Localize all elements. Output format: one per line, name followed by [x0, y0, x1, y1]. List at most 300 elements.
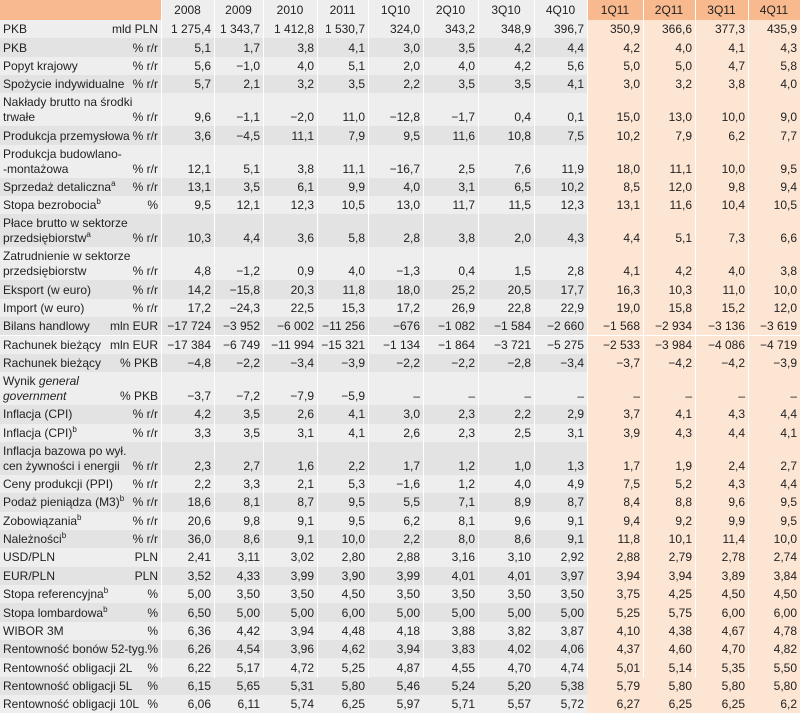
table-cell: 3,10 [507, 550, 531, 565]
table-cell: 12,0 [773, 300, 797, 315]
table-cell: 4,82 [773, 642, 797, 657]
table-cell: 9,6 [728, 495, 745, 510]
table-cell: 3,50 [236, 587, 260, 602]
table-cell: 5,00 [451, 605, 475, 620]
table-cell: 4,0 [403, 179, 420, 194]
row-label: Sprzedaż detaliczna$^a$ [3, 178, 116, 194]
table-cell: 4,4 [780, 407, 797, 422]
table-cell: 4,60 [668, 642, 692, 657]
table-cell: 3,87 [560, 623, 584, 638]
table-cell: 5,38 [560, 678, 584, 693]
row-label: Stopa lombardowa$^b$ [3, 604, 108, 620]
row-unit: % r/r [132, 77, 158, 92]
table-cell: −2,2 [451, 356, 475, 371]
table-cell: 4,3 [728, 477, 745, 492]
table-cell: 2,41 [187, 550, 211, 565]
table-cell: 9,6 [194, 110, 211, 125]
table-cell: 3,1 [458, 179, 475, 194]
table-cell: 7,6 [514, 161, 531, 176]
table-cell: 9,1 [567, 513, 584, 528]
table-cell: 1,7 [623, 458, 640, 473]
table-cell: 16,3 [616, 282, 640, 297]
table-cell: 9,4 [780, 179, 797, 194]
table-cell: −1,3 [396, 264, 420, 279]
table-cell: 11,1 [291, 128, 314, 143]
table-cell: 3,6 [297, 231, 314, 246]
table-cell: 8,6 [514, 532, 531, 547]
table-cell: −3 619 [759, 319, 797, 334]
row-label: Rentowność bonów 52-tyg. [3, 642, 148, 657]
row-label-line2: przedsiębiorstw$^a$ [3, 230, 91, 246]
table-cell: 3,8 [780, 264, 797, 279]
table-cell: 22,5 [290, 300, 314, 315]
table-cell: 0,1 [567, 110, 584, 125]
table-cell: 4,1 [675, 407, 692, 422]
table-cell: −1 134 [382, 337, 420, 352]
table-cell: 4,0 [297, 58, 314, 73]
row-unit: mln EUR [109, 319, 158, 334]
table-cell: 6,00 [773, 605, 797, 620]
table-cell: −3,7 [187, 389, 211, 404]
table-cell: 18,0 [396, 282, 420, 297]
table-cell: 11,4 [722, 532, 745, 547]
table-cell: 0,4 [514, 110, 531, 125]
table-cell: 3,6 [194, 128, 211, 143]
table-cell: 8,0 [458, 532, 475, 547]
table-cell: 4,2 [514, 40, 531, 55]
table-cell: 0,4 [458, 264, 475, 279]
table-cell: 2,6 [297, 407, 314, 422]
row-unit: mld PLN [111, 22, 158, 37]
column-header: 1Q11 [587, 0, 643, 20]
table-cell: 6,2 [780, 697, 797, 712]
table-cell: 4,7 [728, 58, 745, 73]
table-cell: −17 724 [167, 319, 211, 334]
table-cell: 2,2 [348, 458, 365, 473]
column-divider [317, 0, 318, 678]
table-cell: 6,6 [780, 231, 797, 246]
table-cell: 3,52 [187, 568, 211, 583]
table-cell: 5,80 [721, 678, 745, 693]
row-unit: % [147, 587, 158, 602]
table-cell: 12,3 [560, 198, 584, 213]
table-cell: – [738, 389, 745, 404]
table-cell: – [577, 389, 584, 404]
table-cell: 3,0 [403, 40, 420, 55]
row-unit: % r/r [132, 128, 158, 143]
row-unit: % [147, 678, 158, 693]
table-cell: 4,25 [668, 587, 692, 602]
table-cell: 3,94 [396, 642, 420, 657]
table-cell: 5,35 [721, 660, 745, 675]
table-cell: 3,50 [451, 587, 475, 602]
row-label: Zatrudnienie w sektorze [3, 249, 131, 264]
table-cell: −3 721 [493, 337, 531, 352]
table-cell: – [413, 389, 420, 404]
table-cell: 3,97 [560, 568, 584, 583]
table-cell: 3,02 [290, 550, 314, 565]
table-cell: 3,5 [348, 77, 365, 92]
table-cell: 3,8 [458, 231, 475, 246]
table-cell: 9,5 [403, 128, 420, 143]
table-cell: 350,9 [609, 22, 640, 37]
table-cell: −1,1 [236, 110, 260, 125]
table-cell: 3,82 [507, 623, 531, 638]
row-label: Należności$^b$ [3, 531, 67, 547]
table-cell: 10,3 [187, 231, 211, 246]
table-cell: 6,11 [237, 697, 260, 712]
table-cell: 9,9 [728, 513, 745, 528]
table-cell: −17 384 [167, 337, 211, 352]
table-cell: 4,78 [773, 623, 797, 638]
table-cell: −5,9 [341, 389, 365, 404]
table-cell: 5,80 [773, 678, 797, 693]
column-header: 2009 [214, 0, 263, 20]
table-cell: 10,8 [507, 128, 531, 143]
column-header: 4Q10 [534, 0, 587, 20]
row-label: Rachunek bieżący [3, 337, 102, 352]
table-cell: – [524, 389, 531, 404]
table-cell: −12,8 [389, 110, 420, 125]
table-cell: 4,18 [396, 623, 420, 638]
table-cell: 3,16 [451, 550, 475, 565]
table-cell: 3,84 [773, 568, 797, 583]
table-cell: 3,5 [458, 40, 475, 55]
row-unit: % [147, 605, 158, 620]
table-cell: 9,0 [780, 110, 797, 125]
table-cell: 4,0 [675, 40, 692, 55]
table-cell: 36,0 [187, 532, 211, 547]
table-cell: 6,50 [187, 605, 211, 620]
table-cell: – [633, 389, 640, 404]
table-cell: 11,1 [669, 161, 692, 176]
table-cell: 0,9 [297, 264, 314, 279]
table-cell: −1 568 [602, 319, 640, 334]
table-cell: −7,2 [236, 389, 260, 404]
table-cell: 4,67 [721, 623, 745, 638]
table-cell: 11,6 [669, 198, 692, 213]
table-cell: 6,36 [187, 623, 211, 638]
table-cell: 7,9 [675, 128, 692, 143]
table-cell: 4,1 [623, 264, 640, 279]
table-cell: 3,90 [341, 568, 365, 583]
row-label: Ceny produkcji (PPI) [3, 477, 114, 492]
table-cell: 5,8 [348, 231, 365, 246]
table-cell: 1 343,7 [219, 22, 260, 37]
table-cell: 6,27 [616, 697, 640, 712]
row-unit: % r/r [132, 425, 158, 440]
column-header: 3Q11 [695, 0, 748, 20]
table-cell: −4,2 [721, 356, 745, 371]
table-cell: 9,8 [243, 513, 260, 528]
row-label: USD/PLN [3, 550, 56, 565]
table-cell: 4,01 [451, 568, 475, 583]
table-cell: −3,4 [290, 356, 314, 371]
table-cell: −3 984 [654, 337, 692, 352]
table-cell: 4,2 [194, 407, 211, 422]
table-cell: 11,8 [342, 282, 365, 297]
row-label: Zobowiązania$^b$ [3, 512, 82, 528]
table-cell: 5,17 [236, 660, 260, 675]
table-cell: 12,0 [668, 179, 692, 194]
table-cell: 4,62 [341, 642, 365, 657]
table-cell: 22,8 [507, 300, 531, 315]
table-cell: −16,7 [389, 161, 420, 176]
table-cell: −1,6 [396, 477, 420, 492]
table-cell: −24,3 [229, 300, 260, 315]
table-cell: 3,89 [721, 568, 745, 583]
table-cell: −3,9 [341, 356, 365, 371]
table-cell: 1,0 [514, 458, 531, 473]
table-cell: 5,50 [773, 660, 797, 675]
table-cell: 5,6 [567, 58, 584, 73]
row-unit: % [147, 198, 158, 213]
table-cell: 2,2 [514, 407, 531, 422]
table-cell: 4,54 [236, 642, 260, 657]
table-cell: 5,8 [780, 58, 797, 73]
row-unit: % r/r [132, 407, 158, 422]
row-unit: % PKB [119, 389, 158, 404]
table-cell: 4,2 [623, 40, 640, 55]
table-cell: 2,6 [403, 425, 420, 440]
table-cell: 3,3 [194, 425, 211, 440]
table-cell: 2,3 [458, 425, 475, 440]
table-cell: 5,6 [194, 58, 211, 73]
table-cell: 8,6 [243, 532, 260, 547]
table-cell: 1 530,7 [324, 22, 365, 37]
table-cell: 4,4 [728, 425, 745, 440]
table-cell: 3,99 [290, 568, 314, 583]
table-cell: −4 719 [759, 337, 797, 352]
table-cell: 6,25 [668, 697, 692, 712]
table-cell: −3 136 [707, 319, 745, 334]
table-cell: 2,92 [560, 550, 584, 565]
table-cell: 5,01 [616, 660, 640, 675]
table-cell: 3,5 [514, 77, 531, 92]
table-cell: 6,00 [341, 605, 365, 620]
table-cell: −7,9 [290, 389, 314, 404]
table-cell: 5,1 [243, 161, 260, 176]
table-cell: 6,00 [721, 605, 745, 620]
row-label: Import (w euro) [3, 300, 85, 315]
table-cell: 3,94 [668, 568, 692, 583]
table-cell: 4,1 [728, 40, 745, 55]
column-divider [534, 0, 535, 678]
row-label: Stopa referencyjna$^b$ [3, 586, 109, 602]
table-cell: 396,7 [553, 22, 584, 37]
table-cell: 11,6 [452, 128, 475, 143]
table-cell: 2,3 [458, 407, 475, 422]
table-cell: −2 660 [546, 319, 584, 334]
table-cell: 4,48 [341, 623, 365, 638]
table-cell: 8,7 [297, 495, 314, 510]
table-cell: 2,1 [243, 77, 260, 92]
table-cell: 3,94 [616, 568, 640, 583]
table-cell: 4,01 [507, 568, 531, 583]
table-cell: 5,46 [396, 678, 420, 693]
table-cell: 4,4 [243, 231, 260, 246]
table-cell: 6,15 [187, 678, 211, 693]
table-cell: 4,1 [567, 77, 584, 92]
table-cell: 5,97 [396, 697, 420, 712]
table-cell: 11,7 [452, 198, 475, 213]
table-cell: 5,72 [560, 697, 584, 712]
table-cell: 1,7 [243, 40, 260, 55]
table-cell: 4,70 [507, 660, 531, 675]
table-cell: −11 256 [322, 319, 365, 334]
table-cell: 2,0 [403, 58, 420, 73]
table-cell: 9,5 [780, 161, 797, 176]
table-cell: 5,74 [290, 697, 314, 712]
column-divider [368, 0, 369, 678]
row-label: Podaż pieniądza $(M3)^b$ [3, 494, 125, 510]
table-cell: 3,75 [616, 587, 640, 602]
table-cell: 11,8 [617, 532, 640, 547]
table-cell: 3,50 [507, 587, 531, 602]
table-cell: 8,8 [675, 495, 692, 510]
table-cell: 3,9 [623, 425, 640, 440]
table-cell: 4,72 [290, 660, 314, 675]
table-cell: 3,11 [237, 550, 260, 565]
table-cell: 20,6 [187, 513, 211, 528]
table-cell: 5,3 [348, 477, 365, 492]
table-cell: 377,3 [714, 22, 745, 37]
row-label: Nakłady brutto na środki [3, 95, 133, 110]
table-cell: 4,50 [341, 587, 365, 602]
table-cell: −15 321 [321, 337, 365, 352]
table-cell: 10,0 [341, 532, 365, 547]
table-cell: 7,9 [348, 128, 365, 143]
row-unit: % r/r [132, 495, 158, 510]
header-corner [0, 0, 161, 20]
table-cell: 3,2 [297, 77, 314, 92]
table-cell: 4,4 [567, 40, 584, 55]
row-unit: % PKB [119, 356, 158, 371]
row-label: Popyt krajowy [3, 58, 78, 73]
table-cell: 3,0 [623, 77, 640, 92]
table-cell: −3 952 [222, 319, 260, 334]
table-cell: 9,5 [194, 198, 211, 213]
table-cell: 5,00 [187, 587, 211, 602]
table-cell: 4,87 [396, 660, 420, 675]
table-cell: 9,1 [297, 513, 314, 528]
table-cell: −4,2 [668, 356, 692, 371]
table-cell: 1,5 [514, 264, 531, 279]
table-cell: −3,9 [773, 356, 797, 371]
table-cell: 15,2 [721, 300, 745, 315]
row-label: Rentowność obligacji 10L [3, 697, 140, 712]
table-cell: 4,02 [507, 642, 531, 657]
table-cell: 435,9 [766, 22, 797, 37]
table-cell: 10,0 [773, 532, 797, 547]
row-unit: % r/r [132, 300, 158, 315]
table-cell: 3,5 [243, 425, 260, 440]
table-cell: 6,25 [721, 697, 745, 712]
row-label: Eksport (w euro) [3, 282, 92, 297]
row-label: Rachunek bieżący [3, 356, 102, 371]
table-cell: 2,3 [194, 458, 211, 473]
table-cell: 8,5 [623, 179, 640, 194]
table-cell: 10,2 [560, 179, 584, 194]
table-cell: −11 994 [271, 337, 314, 352]
table-cell: 3,8 [728, 77, 745, 92]
table-cell: 1 275,4 [170, 22, 211, 37]
row-label: Inflacja bazowa po wył. [3, 443, 127, 458]
row-unit: % r/r [132, 110, 158, 125]
table-cell: 6,2 [728, 128, 745, 143]
table-cell: 17,2 [187, 300, 211, 315]
table-cell: 20,5 [507, 282, 531, 297]
table-cell: 2,2 [194, 477, 211, 492]
table-cell: 2,80 [341, 550, 365, 565]
table-cell: 10,4 [721, 198, 745, 213]
table-cell: 3,8 [297, 40, 314, 55]
table-cell: 26,9 [451, 300, 475, 315]
table-cell: 3,83 [451, 642, 475, 657]
table-cell: 2,78 [721, 550, 745, 565]
table-cell: 2,0 [514, 231, 531, 246]
table-cell: 10,0 [773, 282, 797, 297]
table-cell: 12,3 [290, 198, 314, 213]
table-cell: 4,0 [458, 58, 475, 73]
table-cell: – [468, 389, 475, 404]
table-cell: 4,33 [236, 568, 260, 583]
table-cell: −6 749 [222, 337, 260, 352]
table-cell: 9,5 [348, 513, 365, 528]
column-divider [748, 0, 749, 678]
table-cell: 9,8 [728, 179, 745, 194]
table-cell: 4,2 [514, 58, 531, 73]
table-cell: 2,7 [243, 458, 260, 473]
table-cell: 5,00 [560, 605, 584, 620]
table-cell: −4,8 [187, 356, 211, 371]
table-cell: 4,1 [348, 407, 365, 422]
table-cell: −3,4 [560, 356, 584, 371]
table-cell: 5,71 [451, 697, 475, 712]
column-divider [478, 0, 479, 678]
table-cell: 1,3 [567, 458, 584, 473]
table-cell: 2,7 [780, 458, 797, 473]
table-cell: 2,5 [458, 161, 475, 176]
table-cell: 4,0 [514, 477, 531, 492]
row-label: Rentowność obligacji 5L [3, 678, 133, 693]
row-unit: % r/r [132, 532, 158, 547]
table-cell: 5,24 [451, 678, 475, 693]
table-cell: 5,75 [668, 605, 692, 620]
table-cell: 18,6 [187, 495, 211, 510]
table-cell: 2,4 [728, 458, 745, 473]
table-cell: 6,2 [403, 513, 420, 528]
row-unit: PLN [134, 568, 158, 583]
table-cell: 1 412,8 [273, 22, 314, 37]
table-cell: 2,5 [514, 425, 531, 440]
row-unit: % r/r [132, 231, 158, 246]
table-cell: 1,9 [675, 458, 692, 473]
table-cell: 12,1 [187, 161, 211, 176]
table-cell: 18,0 [616, 161, 640, 176]
table-cell: 5,57 [507, 697, 531, 712]
table-cell: 9,2 [675, 513, 692, 528]
table-cell: 5,80 [341, 678, 365, 693]
table-cell: −1,0 [236, 58, 260, 73]
row-unit: % [147, 623, 158, 638]
table-cell: 3,0 [403, 407, 420, 422]
table-cell: 4,42 [236, 623, 260, 638]
table-cell: 6,5 [514, 179, 531, 194]
table-cell: 9,5 [348, 495, 365, 510]
row-label: Inflacja (CPI)$^b$ [3, 424, 77, 440]
table-cell: −4 086 [707, 337, 745, 352]
